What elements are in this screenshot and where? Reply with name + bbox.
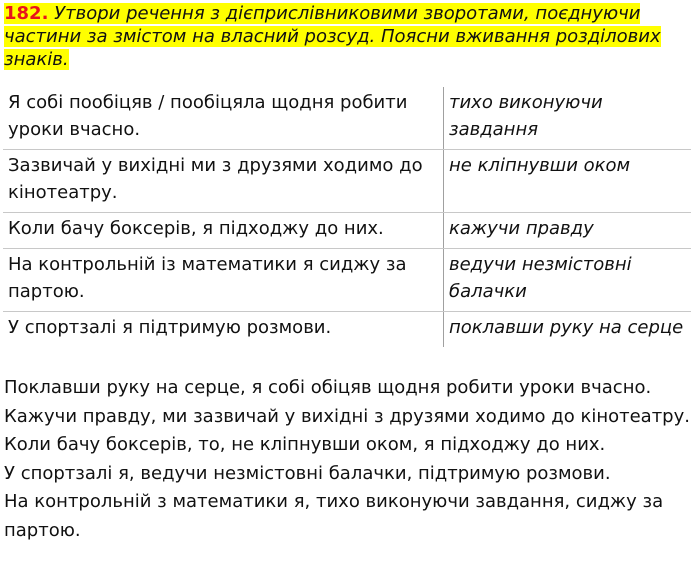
sentence-cell: На контрольній із математики я сиджу за партою. bbox=[3, 249, 444, 312]
task-statement bbox=[4, 2, 692, 71]
sentence-cell: Я собі пообіцяв / пообіцяла щодня робити уроки вчасно. bbox=[3, 87, 444, 150]
phrase-cell: кажучи правду bbox=[444, 213, 692, 249]
answer-sentence: Коли бачу боксерів, то, не кліпнувши оком, я підходжу до них. bbox=[4, 434, 606, 455]
phrase-cell: ведучи незмістовні балачки bbox=[444, 249, 692, 312]
answer-sentence: На контрольній з математики я, тихо виконуючи завдання, сиджу за партою. bbox=[4, 491, 664, 541]
table-row bbox=[3, 213, 691, 249]
answer-sentences bbox=[4, 374, 694, 545]
answer-sentence: Поклавши руку на серце, я собі обіцяв щодня робити уроки вчасно. bbox=[4, 377, 652, 398]
phrase-cell: не кліпнувши оком bbox=[444, 150, 692, 213]
sentence-cell: У спортзалі я підтримую розмови. bbox=[3, 312, 444, 348]
task-text: Утвори речення з дієприслівниковими зворотами, поєднуючи частини за змістом на власний розсуд. Поясни вживання розділових знаків. bbox=[4, 3, 661, 70]
table-row bbox=[3, 249, 691, 312]
answer-sentence: Кажучи правду, ми зазвичай у вихідні з друзями ходимо до кінотеатру. bbox=[4, 405, 690, 427]
task-number: 182. bbox=[4, 3, 49, 24]
answer-sentence: У спортзалі я, ведучи незмістовні балачки, підтримую розмови. bbox=[4, 462, 611, 484]
table-row bbox=[3, 150, 691, 213]
sentence-cell: Зазвичай у вихідні ми з друзями ходимо до кінотеатру. bbox=[3, 150, 444, 213]
table-row bbox=[3, 87, 691, 150]
task-highlight bbox=[4, 3, 661, 70]
sentence-cell: Коли бачу боксерів, я підходжу до них. bbox=[3, 213, 444, 249]
sentence-parts-table bbox=[3, 87, 691, 347]
table-row bbox=[3, 312, 691, 348]
phrase-cell: поклавши руку на серце bbox=[449, 317, 684, 338]
phrase-cell: тихо виконуючи завдання bbox=[444, 87, 692, 150]
